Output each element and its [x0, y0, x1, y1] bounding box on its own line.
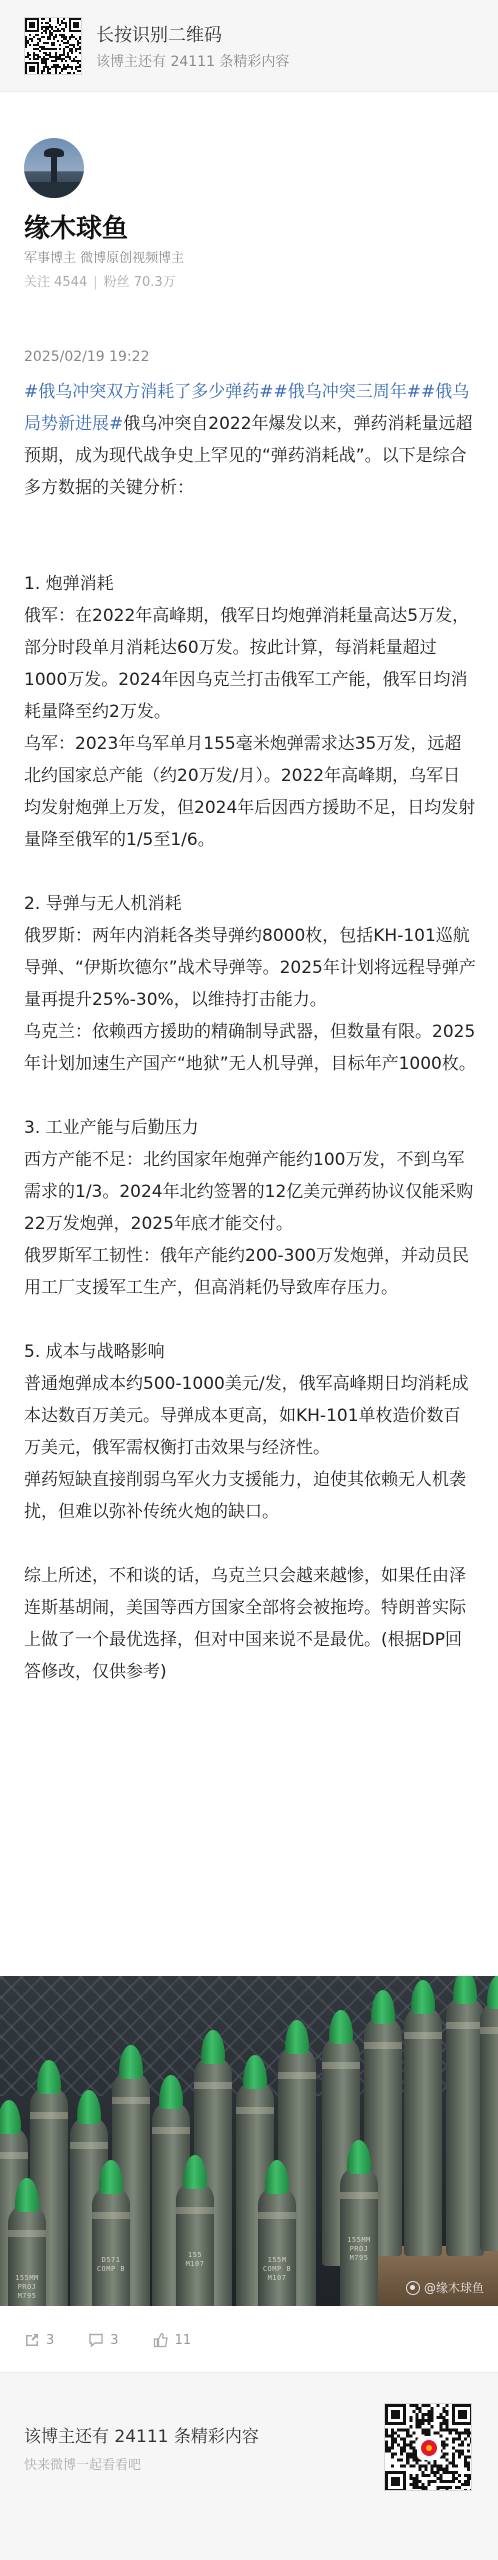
section-heading: 2. 导弹与无人机消耗	[24, 894, 182, 914]
artillery-shell: 155 M107	[176, 2181, 214, 2306]
post-paragraph: 西方产能不足：北约国家年炮弹产能约100万发，不到乌军需求的1/3。2024年北约签署的12亿美元弹药协议仅能采购22万发炮弹，2025年底才能交付。	[24, 1150, 474, 1234]
post-paragraph: 俄军：在2022年高峰期，俄军日均炮弹消耗量高达5万发，部分时段单月消耗达60万发。按此计算，每消耗量超过1000万发。2024年因乌克兰打击俄军工产能，俄军日均消耗量降至约2万发。	[24, 606, 470, 722]
post-paragraph: #俄乌冲突双方消耗了多少弹药##俄乌冲突三周年##俄乌局势新进展#俄乌冲突自2022年爆发以来，弹药消耗量远超预期，成为现代战争史上罕见的“弹药消耗战”。以下是综合多方数据的关键分析：	[24, 382, 473, 498]
followers-count: 关注 4544	[24, 275, 88, 290]
post-paragraph: 乌克兰：依赖西方援助的精确制导武器，但数量有限。2025年计划加速生产国产“地狱”无人机导弹，目标年产1000枚。	[24, 1022, 476, 1074]
bottom-banner-subtitle: 快来微博一起看看吧	[24, 2458, 142, 2473]
artillery-shell	[446, 1996, 484, 2256]
share-icon	[24, 2332, 40, 2348]
artillery-shell: 155MM PROJ M795	[340, 2166, 378, 2306]
artillery-shell: D571 COMP B	[92, 2186, 130, 2306]
bottom-qr-banner[interactable]	[0, 2372, 498, 2560]
artillery-shell	[480, 2001, 498, 2251]
like-count: 11	[174, 2332, 192, 2348]
post-paragraph: 乌军：2023年乌军单月155毫米炮弹需求达35万发，远超北约国家总产能（约20万发/月）。2022年高峰期，乌军日均发射炮弹上万发，但2024年后因西方援助不足，日均发射量降至俄军的1/5至1/6。	[24, 734, 476, 850]
post-paragraph: 普通炮弹成本约500-1000美元/发，俄军高峰期日均消耗成本达数百万美元。导弹成本更高，如KH-101单枚造价数百万美元，俄军需权衡打击效果与经济性。	[24, 1374, 469, 1458]
like-icon	[153, 2332, 169, 2348]
author-verified-tag: 军事博主 微博原创视频博主	[24, 251, 185, 266]
top-qr-banner[interactable]	[0, 0, 498, 92]
bottom-banner-title: 该博主还有 24111 条精彩内容	[24, 2427, 259, 2447]
author-name[interactable]: 缘木球鱼	[24, 214, 129, 244]
post-date: 2025/02/19 19:22	[24, 349, 150, 365]
post-paragraph: 俄罗斯：两年内消耗各类导弹约8000枚，包括KH-101巡航导弹、“伊斯坎德尔”战术导弹等。2025年计划将远程导弹产量再提升25%-30%，以维持打击能力。	[24, 926, 476, 1010]
fans-count: 粉丝 70.3万	[103, 275, 176, 290]
post-paragraph: 弹药短缺直接削弱乌军火力支援能力，迫使其依赖无人机袭扰，但难以弥补传统火炮的缺口。	[24, 1470, 466, 1522]
section-heading: 3. 工业产能与后勤压力	[24, 1118, 199, 1138]
like-button[interactable]	[153, 2332, 192, 2348]
qr-banner-title: 长按识别二维码	[96, 25, 222, 46]
image-watermark: @缘木球鱼	[406, 2279, 484, 2296]
comment-button[interactable]	[88, 2332, 118, 2348]
qr-banner-subtitle: 该博主还有 24111 条精彩内容	[96, 54, 290, 70]
qr-code-icon[interactable]	[384, 2403, 472, 2491]
post-action-bar	[24, 2328, 225, 2352]
share-count: 3	[46, 2332, 55, 2348]
weibo-logo-icon	[417, 2436, 441, 2460]
artillery-shell	[404, 2006, 442, 2256]
section-heading: 1. 炮弹消耗	[24, 574, 114, 594]
post-image-artillery-shells[interactable]	[0, 1976, 498, 2306]
comment-count: 3	[110, 2332, 119, 2348]
share-button[interactable]	[24, 2332, 54, 2348]
weibo-logo-icon	[406, 2281, 420, 2295]
hashtag-link[interactable]: #俄乌局势新进展#	[24, 382, 470, 434]
avatar[interactable]	[24, 138, 84, 198]
hashtag-link[interactable]: #俄乌冲突三周年#	[273, 382, 421, 402]
post-paragraph: 俄罗斯军工韧性：俄年产能约200-300万发炮弹，并动员民用工厂支援军工生产，但高消耗仍导致库存压力。	[24, 1246, 470, 1298]
artillery-shell: 155M COMP B M107	[258, 2186, 296, 2306]
artillery-shell: 155MM PROJ M795	[8, 2204, 46, 2306]
section-heading: 5. 成本与战略影响	[24, 1342, 165, 1362]
post-body	[24, 376, 476, 1688]
author-stats: 关注 4544 | 粉丝 70.3万	[24, 275, 176, 290]
qr-code-icon[interactable]	[24, 17, 82, 75]
post-paragraph: 综上所述，不和谈的话，乌克兰只会越来越惨，如果任由泽连斯基胡闹，美国等西方国家全部将会被拖垮。特朗普实际上做了一个最优选择，但对中国来说不是最优。(根据DP回答修改，仅供参考)	[24, 1566, 466, 1682]
hashtag-link[interactable]: #俄乌冲突双方消耗了多少弹药#	[24, 382, 274, 402]
comment-icon	[88, 2332, 104, 2348]
